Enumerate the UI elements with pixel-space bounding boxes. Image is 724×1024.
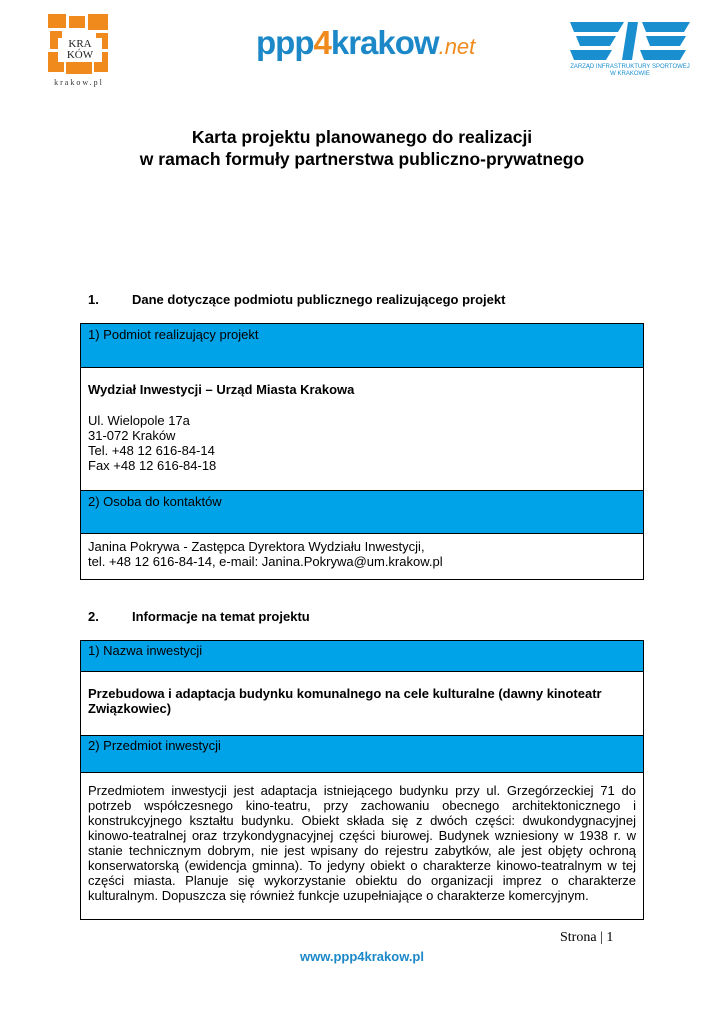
- entity-address-line2: 31-072 Kraków: [88, 428, 176, 443]
- ppp4krakow-logo-city: krakow: [330, 24, 439, 61]
- section1-heading-text: Dane dotyczące podmiotu publicznego realizującego projekt: [132, 292, 506, 307]
- section1-row-entity-details: [81, 368, 643, 491]
- zis-logo-mark: [566, 18, 694, 64]
- entity-phone: Tel. +48 12 616-84-14: [88, 443, 215, 458]
- entity-label: 1) Podmiot realizujący projekt: [88, 327, 259, 342]
- section2-row-name: [81, 672, 643, 736]
- page-number: Strona | 1: [560, 930, 614, 945]
- page-title-line1: Karta projektu planowanego do realizacji: [191, 127, 533, 147]
- section1-heading: [88, 292, 648, 308]
- footer-link[interactable]: www.ppp4krakow.pl: [299, 949, 424, 964]
- section2-number: 2.: [88, 609, 99, 624]
- section1-row-contact-label: [81, 491, 643, 534]
- section2-row-name-label: [81, 641, 643, 672]
- entity-address-line1: Ul. Wielopole 17a: [88, 413, 190, 428]
- ppp4krakow-logo-four: 4: [313, 24, 331, 61]
- entity-fax: Fax +48 12 616-84-18: [88, 458, 217, 473]
- investment-name-label: 1) Nazwa inwestycji: [88, 643, 203, 658]
- section2-heading-text: Informacje na temat projektu: [132, 609, 310, 624]
- contact-line1: Janina Pokrywa - Zastępca Dyrektora Wydziału Inwestycji,: [88, 539, 425, 554]
- section2-heading: [88, 609, 648, 625]
- zis-logo: [566, 18, 694, 84]
- contact-line2: tel. +48 12 616-84-14, e-mail: Janina.Pokrywa@um.krakow.pl: [88, 554, 443, 569]
- section2-row-subject-label: [81, 736, 643, 773]
- krakow-logo-url: krakow.pl: [54, 78, 104, 87]
- section1-table: [80, 323, 644, 580]
- section1-row-contact-details: [81, 534, 643, 579]
- contact-label: 2) Osoba do kontaktów: [88, 494, 222, 509]
- investment-subject-label: 2) Przedmiot inwestycji: [88, 738, 221, 753]
- krakow-logo-text: KRA KÓW: [58, 38, 102, 62]
- section2-table: [80, 640, 644, 920]
- section1-number: 1.: [88, 292, 99, 307]
- ppp4krakow-logo-ppp: ppp: [256, 24, 314, 61]
- page-title-line2: w ramach formuły partnerstwa publiczno-prywatnego: [139, 149, 585, 169]
- page-title: [0, 126, 724, 170]
- section1-row-entity-label: [81, 324, 643, 368]
- entity-name: Wydział Inwestycji – Urząd Miasta Krakowa: [88, 382, 355, 397]
- section2-row-subject: [81, 773, 643, 919]
- investment-name: Przebudowa i adaptacja budynku komunalnego na cele kulturalne (dawny kinoteatr Związkowiec): [88, 686, 602, 716]
- ppp4krakow-logo: [256, 24, 476, 68]
- ppp4krakow-logo-tld: .net: [438, 34, 476, 59]
- krakow-logo: [48, 14, 110, 90]
- zis-logo-caption: ZARZĄD INFRASTRUKTURY SPORTOWEJ W KRAKOWIE: [570, 64, 690, 77]
- investment-description: Przedmiotem inwestycji jest adaptacja istniejącego budynku przy ul. Grzegórzeckiej 71 do potrzeb współczesnego kino-teatru, przy zachowaniu obecnego architektonicznego i konstrukcyjnego kształtu budynku. Obiekt składa się z dwóch części: dwukondygnacyjnej kinowo-teatralnej oraz trzykondygnacyjnej części biurowej. Budynek wzniesiony w 1938 r. w stanie technicznym dobrym, nie jest wpisany do rejestru zabytków, ale jest objęty ochroną konserwatorską (ewidencja gminna). To jedyny obiekt o charakterze kinowo-teatralnym w tej części miasta. Planuje się wykorzystanie obiektu do organizacji imprez o charakterze kulturalnym. Dopuszcza się również funkcje uzupełniające o charakterze komercyjnym.: [88, 783, 636, 903]
